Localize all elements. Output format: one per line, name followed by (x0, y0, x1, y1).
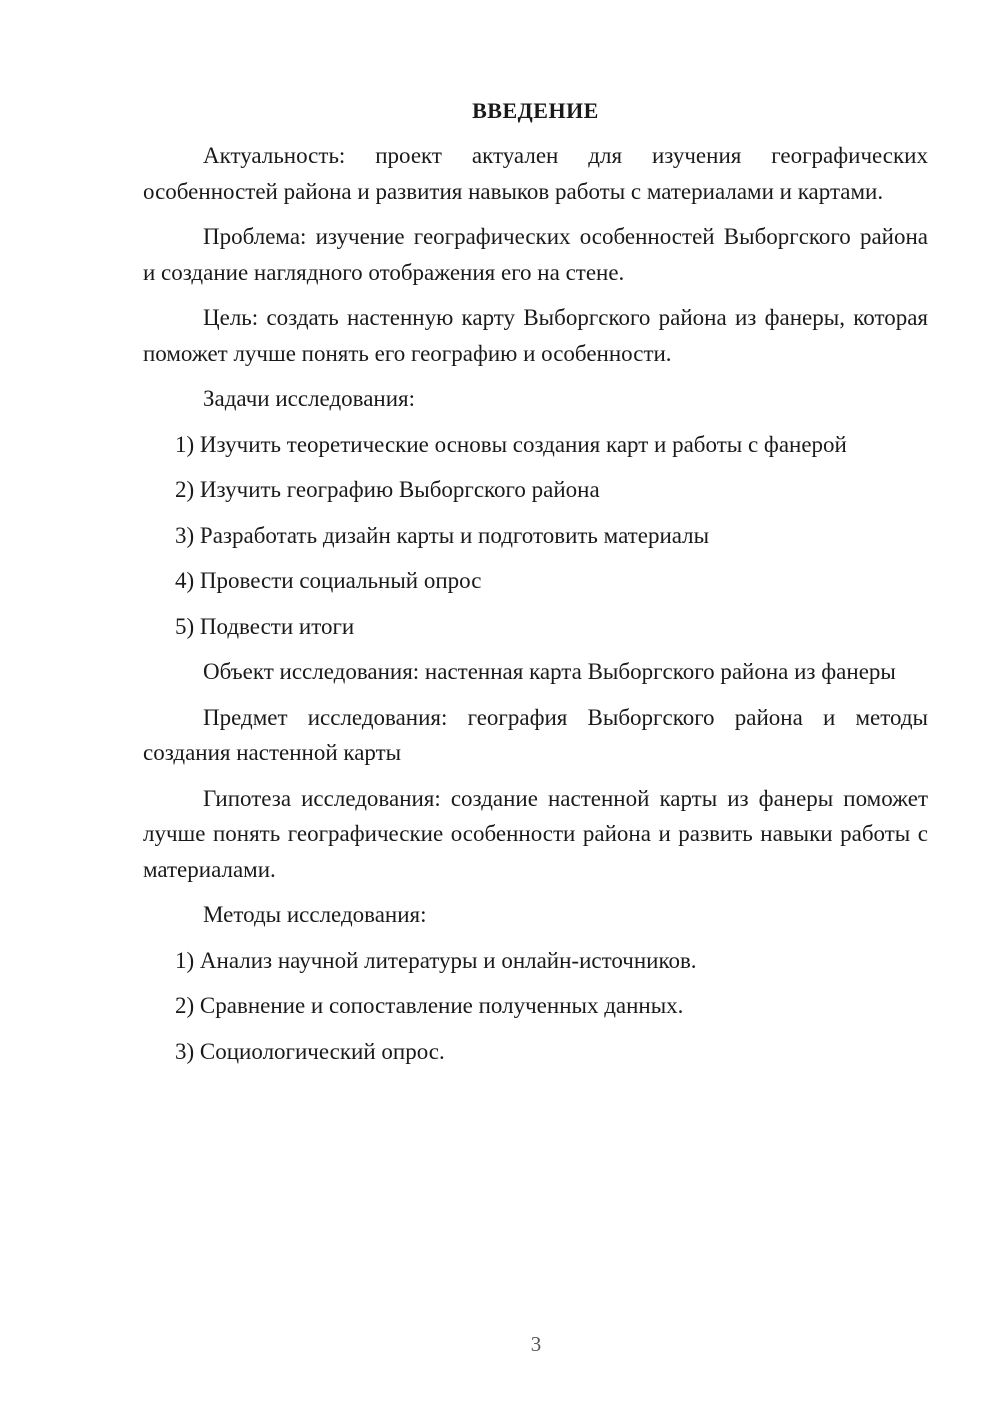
paragraph-relevance: Актуальность: проект актуален для изучения географических особенностей района и развития навыков работы с материалами и картами. (143, 143, 928, 204)
list-item: 4) Провести социальный опрос (175, 568, 482, 593)
list-item: 2) Изучить географию Выборгского района (175, 477, 600, 502)
page-number: 3 (530, 1332, 542, 1356)
methods-heading: Методы исследования: (203, 902, 427, 927)
list-item: 1) Анализ научной литературы и онлайн-источников. (175, 947, 697, 973)
section-title: ВВЕДЕНИЕ (472, 98, 599, 123)
list-item: 1) Изучить теоретические основы создания карт и работы с фанерой (175, 431, 847, 457)
tasks-heading: Задачи исследования: (203, 386, 416, 411)
paragraph-subject: Предмет исследования: география Выборгского района и методы создания настенной карты (143, 704, 928, 765)
paragraph-object: Объект исследования: настенная карта Выборгского района из фанеры (203, 659, 896, 684)
paragraph-problem: Проблема: изучение географических особенностей Выборгского района и создание наглядного отображения его на стене. (143, 224, 928, 285)
paragraph-goal: Цель: создать настенную карту Выборгского района из фанеры, которая поможет лучше понять его географию и особенности. (143, 305, 928, 366)
list-item: 3) Разработать дизайн карты и подготовить материалы (175, 522, 710, 548)
list-item: 2) Сравнение и сопоставление полученных данных. (175, 993, 684, 1018)
methods-list (143, 943, 928, 1070)
list-item: 3) Социологический опрос. (175, 1038, 445, 1064)
paragraph-hypothesis: Гипотеза исследования: создание настенной карты из фанеры поможет лучше понять географические особенности района и развить навыки работы с материалами. (143, 785, 928, 882)
list-item: 5) Подвести итоги (175, 613, 355, 639)
document-page (143, 96, 928, 1079)
tasks-list (143, 427, 928, 645)
